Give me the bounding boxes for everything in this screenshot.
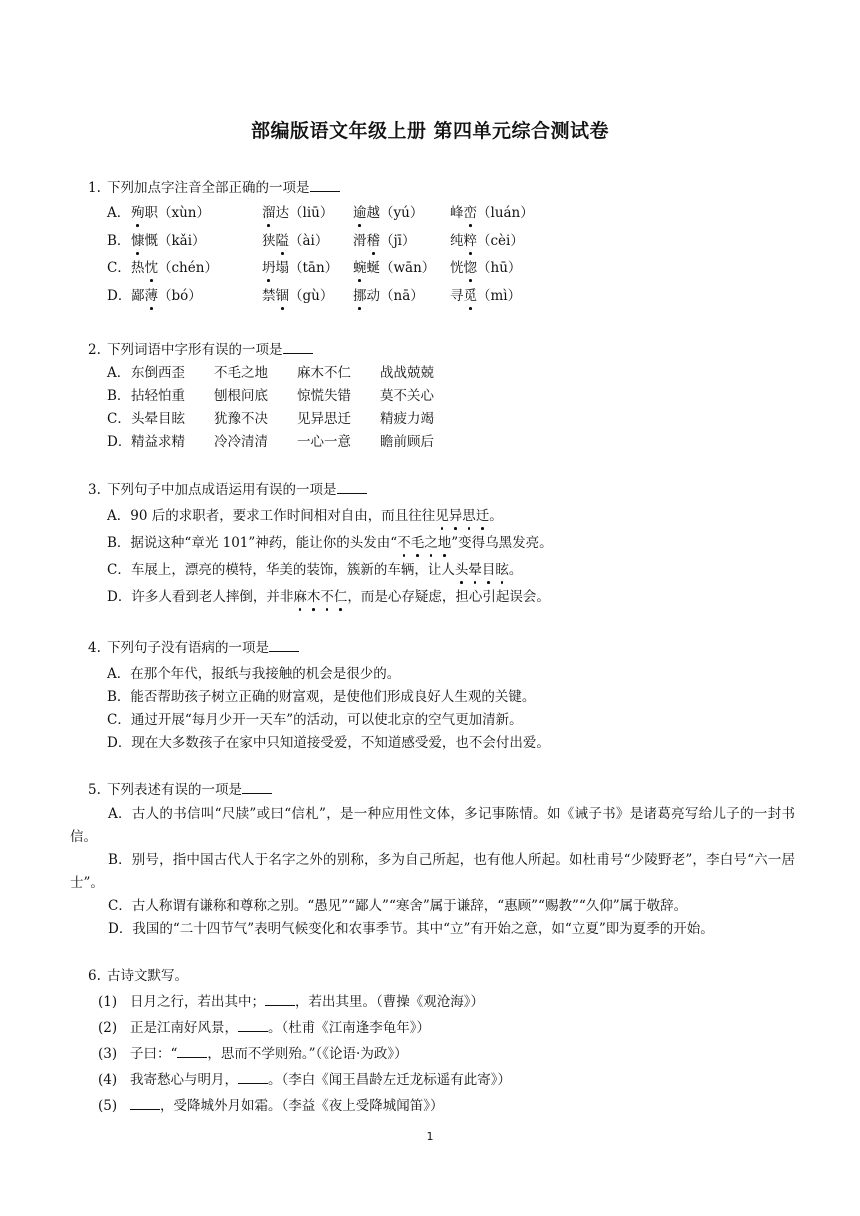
option-word (131, 231, 206, 251)
question-5 (88, 780, 272, 800)
option-word (131, 203, 210, 223)
option-text: 古人称谓有谦称和尊称之别。“愚见”“鄙人”“寒舍”属于谦辞，“惠顾”“赐教”“久仰”属于敬辞。 (131, 898, 688, 914)
option-letter: D． (107, 735, 132, 751)
item-number: (1) (98, 994, 118, 1010)
line-prefix: 正是江南好风景， (130, 1020, 238, 1036)
option-letter: D． (107, 589, 132, 605)
answer-blank (269, 638, 299, 652)
option-word (262, 286, 333, 306)
option-letter: B． (108, 852, 132, 868)
line-suffix: ，思而不学则殆。”（《论语·为政》） (207, 1046, 408, 1062)
word-suffix: （luán） (477, 205, 534, 221)
word-suffix: （hū） (477, 260, 522, 276)
option-letter: C． (108, 898, 132, 914)
question-2 (88, 340, 313, 360)
dotted-char: 惚 (463, 260, 477, 276)
option-letter: A． (107, 508, 131, 524)
word-suffix: 慨（kǎi） (144, 233, 206, 249)
dotted-char: 头 (454, 562, 469, 578)
poem-line-5 (98, 1096, 444, 1116)
dotted-char: 慷 (131, 233, 145, 249)
option-word: 犹豫不决 (214, 411, 268, 427)
option-text: 古人的书信叫“尺牍”或曰“信札”，是一种应用性文体，多记事陈情。如《诫子书》是诸葛亮写给儿子的一封书信。 (70, 806, 795, 845)
word-suffix: （jī） (380, 233, 416, 249)
item-number: (4) (98, 1072, 118, 1088)
option-b (107, 533, 553, 553)
poem-line-3 (98, 1044, 408, 1064)
dotted-char: 殉 (131, 205, 145, 221)
dotted-char: 锢 (275, 288, 289, 304)
dotted-char: 迁 (475, 508, 490, 524)
word-prefix: 纯 (450, 233, 464, 249)
word-suffix: 达（liū） (275, 205, 334, 221)
option-a (107, 506, 503, 526)
line-suffix: 。（李白《闻王昌龄左迁龙标遥有此寄》） (268, 1072, 511, 1088)
item-number: (5) (98, 1098, 118, 1114)
option-c (70, 895, 795, 918)
option-letter: C． (107, 712, 131, 728)
option-d (70, 918, 795, 941)
option-d (107, 432, 434, 452)
dotted-char: 麻 (293, 589, 307, 605)
question-number: 4. (88, 640, 101, 656)
option-word: 一心一意 (297, 434, 351, 450)
option-d (107, 733, 550, 753)
option-word: 战战兢兢 (380, 365, 434, 381)
dotted-char: 之 (424, 535, 438, 551)
dotted-idiom (293, 589, 347, 605)
option-word: 东倒西歪 (131, 365, 185, 381)
poem-line-1 (98, 992, 484, 1012)
answer-blank (242, 780, 272, 794)
option-word (450, 203, 534, 223)
page-number: 1 (426, 1130, 434, 1143)
answer-blank (177, 1044, 207, 1058)
option-c (107, 710, 523, 730)
question-1 (88, 178, 340, 198)
option-word: 冷冷清清 (214, 434, 268, 450)
option-word: 头晕目眩 (131, 411, 185, 427)
dotted-char: 隘 (275, 233, 289, 249)
word-prefix: 禁 (262, 288, 276, 304)
option-word: 精益求精 (131, 434, 185, 450)
answer-blank (337, 480, 367, 494)
dotted-char: 溜 (262, 205, 276, 221)
word-suffix: 蜒（wān） (366, 260, 436, 276)
word-suffix: 动（nā） (366, 288, 424, 304)
dotted-char: 挪 (353, 288, 367, 304)
dotted-char: 晕 (468, 562, 482, 578)
word-suffix: 越（yú） (366, 205, 424, 221)
dotted-char: 木 (306, 589, 321, 605)
question-6 (88, 966, 188, 986)
option-text: 别号，指中国古代人于名字之外的别称，多为自己所起，也有他人所起。如杜甫号“少陵野老”，李白号“六一居士”。 (70, 852, 795, 891)
option-letter: A． (107, 205, 131, 221)
option-word (262, 231, 328, 251)
line-prefix: 子曰：“ (130, 1046, 178, 1062)
dotted-char: 粹 (463, 233, 477, 249)
option-letter: A． (107, 666, 131, 682)
word-prefix: 恍 (450, 260, 464, 276)
option-letter: C． (107, 260, 131, 276)
poem-line-2 (98, 1018, 430, 1038)
word-prefix: 寻 (450, 288, 464, 304)
option-c (107, 258, 522, 278)
option-b (107, 231, 524, 251)
question-stem: 下列表述有误的一项是 (107, 782, 242, 798)
item-number: (3) (98, 1046, 118, 1062)
question-stem: 下列词语中字形有误的一项是 (107, 342, 283, 358)
question-4 (88, 638, 299, 658)
option-word (262, 258, 338, 278)
line-suffix: ，若出其里。（曹操《观沧海》） (295, 994, 484, 1010)
question-stem: 下列句子中加点成语运用有误的一项是 (107, 482, 337, 498)
option-word (353, 258, 435, 278)
word-suffix: 职（xùn） (144, 205, 211, 221)
option-letter: D． (108, 921, 133, 937)
option-b (107, 687, 535, 707)
dotted-char: 思 (462, 508, 476, 524)
option-word (353, 203, 423, 223)
option-c (107, 409, 434, 429)
option-word (131, 286, 202, 306)
option-letter: B． (107, 535, 131, 551)
question-stem: 下列句子没有语病的一项是 (107, 640, 269, 656)
dotted-idiom (435, 508, 489, 524)
option-a (107, 664, 400, 684)
line-suffix: 。（杜甫《江南逢李龟年》） (268, 1020, 430, 1036)
word-prefix: 鄙 (131, 288, 145, 304)
option-c (107, 560, 522, 580)
question-stem: 古诗文默写。 (107, 968, 188, 984)
option-a (107, 363, 434, 383)
option-b (70, 849, 795, 895)
option-a (107, 203, 534, 223)
option-letter: A． (107, 365, 131, 381)
question-number: 3. (88, 482, 101, 498)
option-word: 刨根问底 (214, 388, 268, 404)
sentence-prefix: 90 后的求职者，要求工作时间相对自由，而且往往 (130, 508, 436, 524)
word-suffix: 塌（tān） (275, 260, 339, 276)
question-number: 5. (88, 782, 101, 798)
word-suffix: （mì） (477, 288, 522, 304)
option-word: 莫不关心 (380, 388, 434, 404)
option-a (70, 803, 795, 849)
word-suffix: （gù） (289, 288, 334, 304)
poem-line-4 (98, 1070, 511, 1090)
dotted-char: 忱 (144, 260, 158, 276)
word-prefix: 峰 (450, 205, 464, 221)
answer-blank (238, 1070, 268, 1084)
option-letter: D． (107, 288, 132, 304)
option-word (353, 231, 416, 251)
page-title: 部编版语文年级上册 第四单元综合测试卷 (250, 120, 610, 142)
word-prefix: 狭 (262, 233, 276, 249)
dotted-char: 峦 (463, 205, 477, 221)
dotted-char: 稽 (366, 233, 380, 249)
option-text: 通过开展“每月少开一天车”的活动，可以使北京的空气更加清新。 (130, 712, 523, 728)
dotted-char: 坍 (262, 260, 276, 276)
line-suffix: ，受降城外月如霜。（李益《夜上受降城闻笛》） (160, 1098, 444, 1114)
option-text: 我国的“二十四节气”表明气候变化和农事季节。其中“立”有开始之意，如“立夏”即为夏季的开始。 (132, 921, 714, 937)
option-letter: B． (107, 689, 131, 705)
word-prefix: 热 (131, 260, 145, 276)
option-text: 能否帮助孩子树立正确的财富观，是使他们形成良好人生观的关键。 (130, 689, 536, 705)
dotted-char: 蜿 (353, 260, 367, 276)
word-suffix: （chén） (158, 260, 218, 276)
option-word: 拈轻怕重 (131, 388, 185, 404)
dotted-char: 不 (397, 535, 411, 551)
answer-blank (238, 1018, 268, 1032)
option-letter: A． (108, 806, 132, 822)
sentence-suffix: 。 (508, 562, 523, 578)
word-suffix: （cèi） (477, 233, 524, 249)
option-letter: C． (107, 562, 131, 578)
dotted-char: 不 (320, 589, 334, 605)
word-prefix: 滑 (353, 233, 367, 249)
option-word: 精疲力竭 (380, 411, 434, 427)
question-number: 1. (88, 180, 101, 196)
option-word (450, 258, 521, 278)
answer-blank (283, 340, 313, 354)
question-number: 6. (88, 968, 101, 984)
sentence-suffix: ，而是心存疑虑，担心引起误会。 (347, 589, 550, 605)
option-word (353, 286, 424, 306)
option-word (262, 203, 333, 223)
word-suffix: （ài） (289, 233, 329, 249)
option-text: 现在大多数孩子在家中只知道接受爱，不知道感受爱，也不会付出爱。 (131, 735, 550, 751)
item-number: (2) (98, 1020, 118, 1036)
answer-blank (130, 1096, 160, 1110)
option-word: 惊慌失错 (297, 388, 351, 404)
dotted-idiom (397, 535, 451, 551)
sentence-prefix: 许多人看到老人摔倒，并非 (131, 589, 294, 605)
option-word (131, 258, 218, 278)
dotted-char: 逾 (353, 205, 367, 221)
sentence-prefix: 据说这种“章光 101”神药，能让你的头发由“ (130, 535, 398, 551)
answer-blank (310, 178, 340, 192)
option-b (107, 386, 434, 406)
dotted-char: 异 (448, 508, 463, 524)
option-text: 在那个年代，报纸与我接触的机会是很少的。 (130, 666, 401, 682)
option-d (107, 587, 550, 607)
option-word: 麻木不仁 (297, 365, 351, 381)
option-letter: B． (107, 388, 131, 404)
dotted-char: 毛 (410, 535, 425, 551)
option-letter: D． (107, 434, 132, 450)
question-3 (88, 480, 367, 500)
line-prefix: 日月之行，若出其中； (130, 994, 265, 1010)
dotted-char: 地 (437, 535, 452, 551)
dotted-char: 觅 (463, 288, 477, 304)
sentence-prefix: 车展上，漂亮的模特，华美的装饰，簇新的车辆，让人 (130, 562, 455, 578)
option-word: 见异思迁 (297, 411, 351, 427)
line-prefix: 我寄愁心与明月， (130, 1072, 238, 1088)
question-number: 2. (88, 342, 101, 358)
option-word: 不毛之地 (214, 365, 268, 381)
dotted-char: 目 (481, 562, 496, 578)
option-word (450, 286, 521, 306)
dotted-char: 眩 (495, 562, 509, 578)
sentence-suffix: ”变得乌黑发亮。 (451, 535, 553, 551)
sentence-suffix: 。 (489, 508, 503, 524)
option-letter: C． (107, 411, 131, 427)
option-d (107, 286, 522, 306)
answer-blank (265, 992, 295, 1006)
dotted-char: 薄 (144, 288, 158, 304)
dotted-idiom (455, 562, 509, 578)
option-letter: B． (107, 233, 131, 249)
option-word (450, 231, 524, 251)
question-stem: 下列加点字注音全部正确的一项是 (107, 180, 310, 196)
option-word: 瞻前顾后 (380, 434, 434, 450)
dotted-char: 见 (435, 508, 449, 524)
dotted-char: 仁 (333, 589, 348, 605)
word-suffix: （bó） (158, 288, 202, 304)
